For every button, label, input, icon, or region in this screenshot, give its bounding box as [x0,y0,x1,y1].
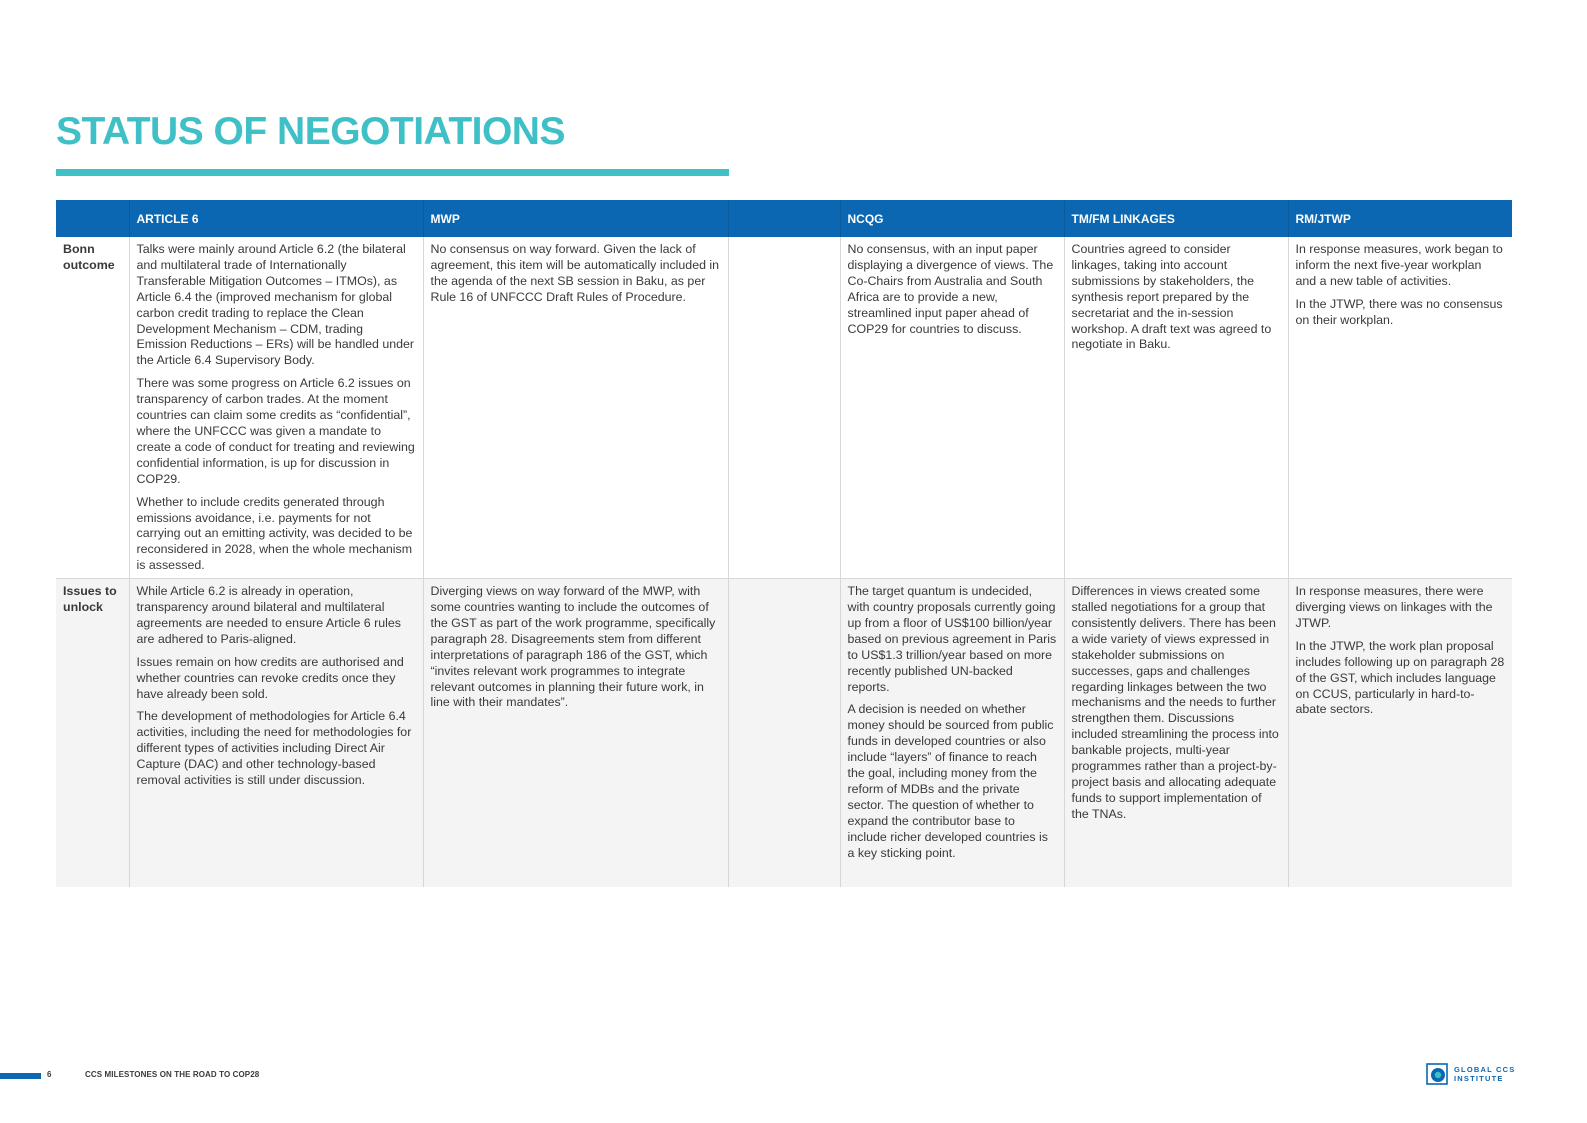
cell-mwp [423,237,728,579]
cell-paragraph: No consensus, with an input paper displaying a divergence of views. The Co-Chairs from Australia and South Africa are to provide a new, streamlined input paper ahead of COP29 for countries to discuss. [847,242,1054,336]
header-blank [728,200,840,237]
cell-paragraph: Issues remain on how credits are authorised and whether countries can revoke credits once they have already been sold. [136,654,404,701]
cell-article-6 [129,579,423,888]
cell-paragraph: In the JTWP, the work plan proposal includes following up on paragraph 28 of the GST, which includes language on CCUS, particularly in hard-to-abate sectors. [1295,638,1505,717]
cell-rm-jtwp [1288,579,1512,888]
negotiations-table [56,200,1512,887]
cell-paragraph: In the JTWP, there was no consensus on their workplan. [1295,296,1503,327]
header-ncqg: NCQG [840,200,1064,237]
cell-paragraph: While Article 6.2 is already in operation, transparency around bilateral and multilateral agreements are needed to ensure Article 6 rules are adhered to Paris-aligned. [136,584,401,646]
cell-blank [728,579,840,888]
cell-paragraph: The target quantum is undecided, with country proposals currently going up from a floor of US$100 billion/year based on previous agreement in Paris to US$1.3 trillion/year based on more recently published UN-backed reports. [847,584,1057,694]
table-row-bonn-outcome [56,237,1512,579]
cell-paragraph: Countries agreed to consider linkages, taking into account submissions by stakeholders, the synthesis report prepared by the secretariat and the in-session workshop. A draft text was agreed to negotiate in Baku. [1071,242,1272,352]
header-tm-fm-linkages: TM/FM LINKAGES [1064,200,1288,237]
header-empty [56,200,129,237]
header-rm-jtwp: RM/JTWP [1288,200,1512,237]
cell-tm-fm-linkages [1064,579,1288,888]
page-number: 6 [47,1070,52,1079]
title-underline [56,169,729,176]
cell-paragraph: No consensus on way forward. Given the lack of agreement, this item will be automatically included in the agenda of the next SB session in Baku, as per Rule 16 of UNFCCC Draft Rules of Procedure. [430,242,720,304]
footer-accent-bar [0,1073,41,1079]
global-ccs-institute-logo [1426,1063,1515,1085]
cell-paragraph: Talks were mainly around Article 6.2 (the bilateral and multilateral trade of Internationally Transferable Mitigation Outcomes – ITMOs), as Article 6.4 the (improved mechanism for global carbon credit trading to replace the Clean Development Mechanism – CDM, trading Emission Reductions – ERs) will be handled under the Article 6.4 Supervisory Body. [136,242,415,368]
logo-line-2: INSTITUTE [1454,1074,1504,1083]
row-label: Issues to unlock [56,579,129,888]
footer-title: CCS MILESTONES ON THE ROAD TO COP28 [85,1070,260,1079]
cell-paragraph: There was some progress on Article 6.2 issues on transparency of carbon trades. At the moment countries can claim some credits as “confidential”, where the UNFCCC was given a mandate to create a code of conduct for treating and reviewing confidential information, is up for discussion in COP29. [136,376,415,486]
header-article-6: ARTICLE 6 [129,200,423,237]
cell-blank [728,237,840,579]
cell-mwp [423,579,728,888]
logo-icon [1426,1063,1448,1085]
cell-tm-fm-linkages [1064,237,1288,579]
logo-line-1: GLOBAL CCS [1454,1065,1516,1074]
logo-text [1454,1065,1515,1083]
cell-ncqg [840,579,1064,888]
page-title: STATUS OF NEGOTIATIONS [56,110,565,153]
header-mwp: MWP [423,200,728,237]
cell-rm-jtwp [1288,237,1512,579]
cell-paragraph: Whether to include credits generated through emissions avoidance, i.e. payments for not carrying out an emitting activity, was decided to be reconsidered in 2028, when the whole mechanism is assessed. [136,494,413,573]
cell-article-6 [129,237,423,579]
table-header-row [56,200,1512,237]
table-row-issues-to-unlock [56,579,1512,888]
cell-paragraph: A decision is needed on whether money should be sourced from public funds in developed countries or also include “layers” of finance to reach the goal, including money from the reform of MDBs and the private sector. The question of whether to expand the contributor base to include richer developed countries is a key sticking point. [847,702,1054,860]
cell-paragraph: Diverging views on way forward of the MWP, with some countries wanting to include the outcomes of the GST as part of the work programme, specifically paragraph 28. Disagreements stem from different interpretations of paragraph 186 of the GST, which “invites relevant work programmes to integrate relevant outcomes in planning their future work, in line with their mandates”. [430,584,716,710]
cell-paragraph: The development of methodologies for Article 6.4 activities, including the need for methodologies for different types of activities including Direct Air Capture (DAC) and other technology-based removal activities is still under discussion. [136,709,412,788]
cell-paragraph: Differences in views created some stalled negotiations for a group that consistently delivers. There has been a wide variety of views expressed in stakeholder submissions on successes, gaps and challenges regarding linkages between the two mechanisms and the needs to further strengthen them. Discussions included streamlining the process into bankable projects, multi-year programmes rather than a project-by-project basis and allocating adequate funds to support implementation of the TNAs. [1071,584,1279,821]
cell-paragraph: In response measures, there were diverging views on linkages with the JTWP. [1295,584,1493,630]
cell-paragraph: In response measures, work began to inform the next five-year workplan and a new table of activities. [1295,242,1503,288]
row-label: Bonn outcome [56,237,129,579]
cell-ncqg [840,237,1064,579]
